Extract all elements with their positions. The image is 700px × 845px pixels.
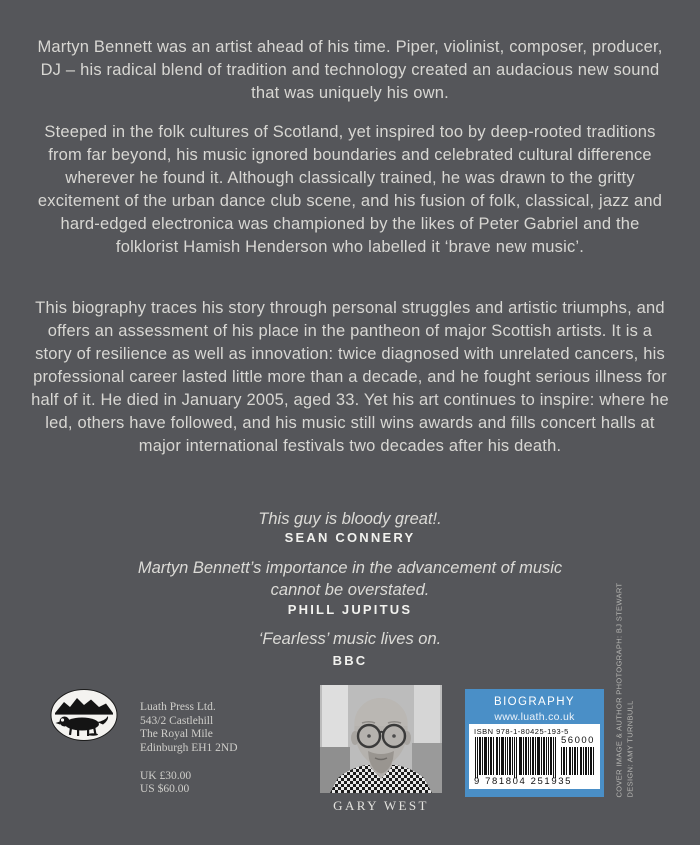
ean-addon-barcode-icon — [561, 747, 595, 775]
quote-bbc: ‘Fearless’ music lives on. — [258, 630, 442, 648]
category-label: BIOGRAPHY — [494, 696, 575, 708]
publisher-address-line3: Edinburgh EH1 2ND — [140, 741, 238, 754]
publisher-website: www.luath.co.uk — [494, 711, 575, 723]
barcode-ean-digits: 9 781804 251935 — [474, 776, 572, 787]
quote-sean-connery: This guy is bloody great!. — [258, 510, 442, 528]
blurb-paragraph-2: Steeped in the folk cultures of Scotland, yet inspired too by deep-rooted traditions from far beyond, his music ignored boundaries and celebrated cultural difference wherever he found it. Although classically trained, he was drawn to the gritty excitement of the urban dance club scene, and his fusion of folk, classical, jazz and hard-edged electronica was championed by the likes of Peter Gabriel and the folklorist Hamish Henderson who labelled it ‘brave new music’. — [37, 123, 663, 256]
quote-phill-jupitus: Martyn Bennett’s importance in the advancement of music cannot be overstated. — [137, 559, 563, 599]
publisher-name: Luath Press Ltd. — [140, 701, 216, 713]
price-us: US $60.00 — [140, 782, 190, 795]
quote-attribution-bbc: BBC — [332, 653, 368, 668]
isbn-label: ISBN 978-1-80425-193-5 — [474, 727, 569, 736]
barcode-panel — [469, 724, 600, 789]
luath-press-logo-icon — [49, 688, 119, 742]
blurb-paragraph-3: This biography traces his story through personal struggles and artistic triumphs, and offers an assessment of his place in the pantheon of major Scottish artists. It is a story of resilience as well as innovation: twice diagnosed with unrelated cancers, his professional career lasted little more than a decade, and he fought serious illness for half of it. He died in January 2005, aged 33. Yet his art continues to inspire: where he led, others have followed, and his music still wins awards and fills concert halls at major international festivals two decades after his death. — [31, 299, 669, 455]
blurb-paragraph-1: Martyn Bennett was an artist ahead of his time. Piper, violinist, composer, producer, DJ – his radical blend of tradition and technology created an audacious new sound that was uniquely his own. — [37, 38, 663, 102]
author-photo-caption: GARY WEST — [333, 798, 429, 813]
quote-attribution-sean-connery: SEAN CONNERY — [284, 530, 416, 545]
cover-credits — [614, 582, 636, 798]
publisher-address — [140, 701, 238, 755]
price-uk: UK £30.00 — [140, 770, 192, 782]
author-photo — [320, 685, 442, 793]
cover-credit-photograph: COVER IMAGE & AUTHOR PHOTOGRAPH: BJ STEWART — [614, 582, 624, 798]
publisher-address-line1: 543/2 Castlehill — [140, 714, 214, 727]
publisher-address-line2: The Royal Mile — [140, 728, 213, 740]
barcode-addon-digits: 56000 — [561, 735, 595, 746]
price-block — [140, 770, 191, 795]
barcode-box — [465, 689, 604, 797]
quote-attribution-phill-jupitus: PHILL JUPITUS — [287, 602, 413, 617]
cover-credit-design: DESIGN: AMY TURNBULL — [625, 700, 634, 798]
ean-barcode-icon — [475, 737, 557, 778]
